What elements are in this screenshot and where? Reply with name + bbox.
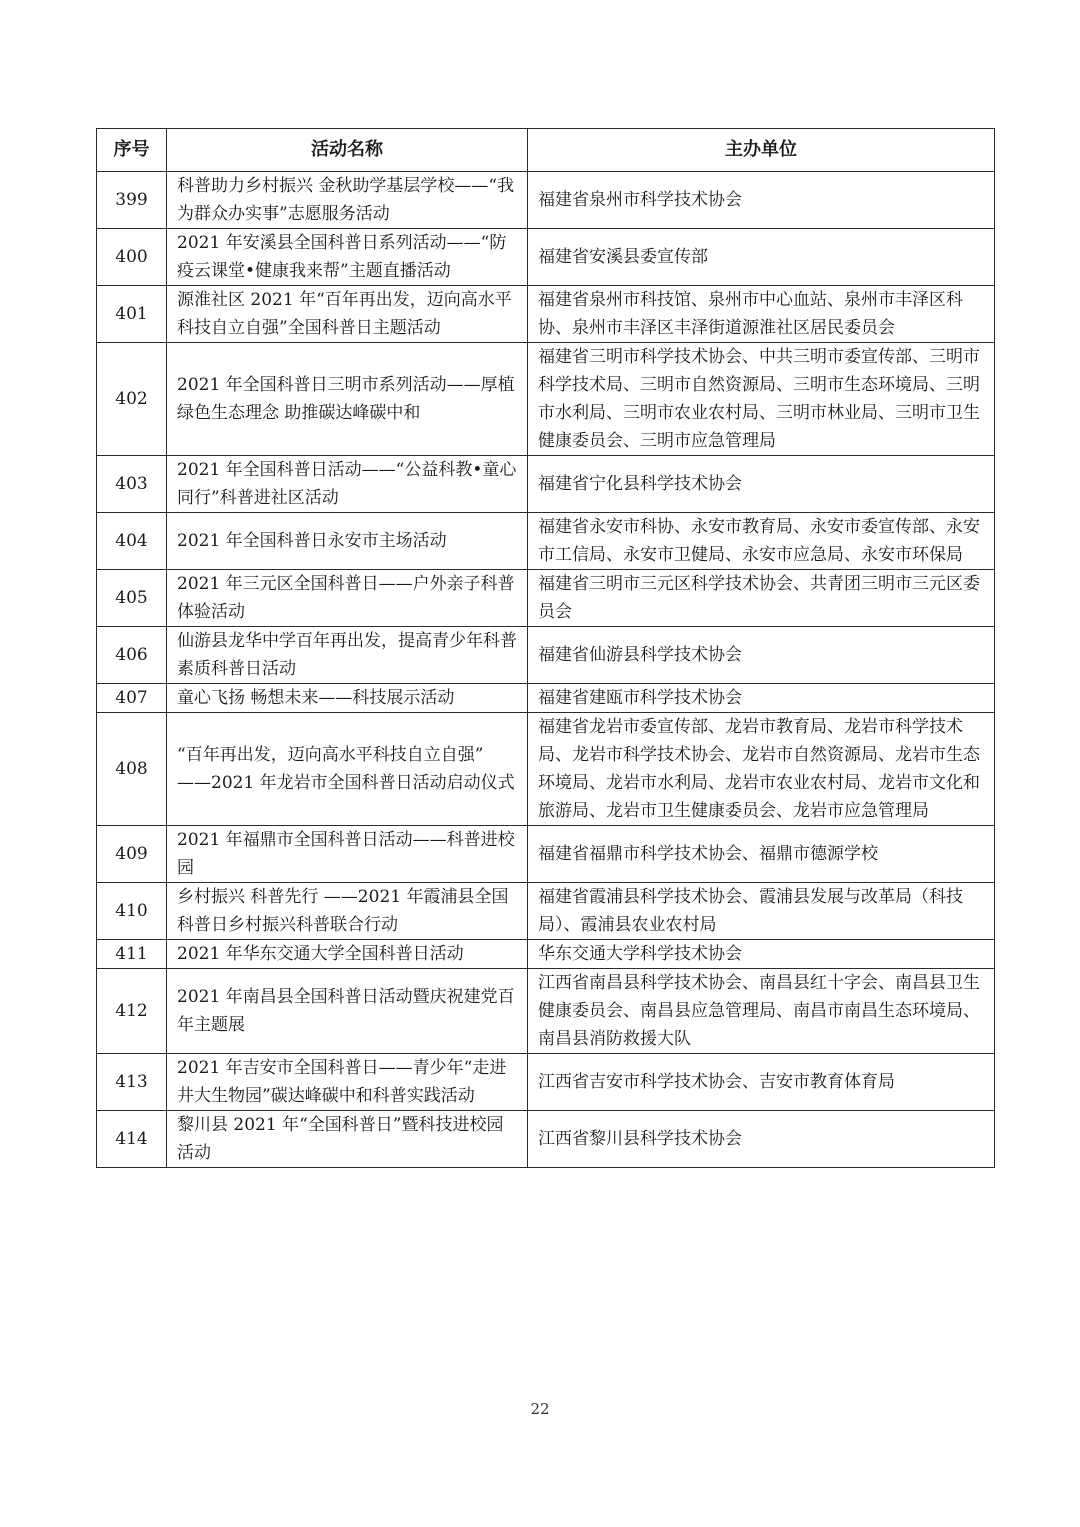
activity-table bbox=[96, 128, 995, 1168]
table-row bbox=[97, 1054, 995, 1111]
table-header-row bbox=[97, 129, 995, 172]
row-number: 411 bbox=[97, 940, 167, 969]
table-row bbox=[97, 570, 995, 627]
header-activity-name: 活动名称 bbox=[167, 129, 528, 172]
table-row bbox=[97, 1111, 995, 1168]
table-row bbox=[97, 684, 995, 713]
organizer: 福建省三明市科学技术协会、中共三明市委宣传部、三明市科学技术局、三明市自然资源局、三明市生态环境局、三明市水利局、三明市农业农村局、三明市林业局、三明市卫生健康委员会、三明市应急管理局 bbox=[528, 343, 995, 456]
activity-name: 2021 年安溪县全国科普日系列活动——“防疫云课堂•健康我来帮”主题直播活动 bbox=[167, 229, 528, 286]
organizer: 福建省安溪县委宣传部 bbox=[528, 229, 995, 286]
activity-name: 2021 年三元区全国科普日——户外亲子科普体验活动 bbox=[167, 570, 528, 627]
table-row bbox=[97, 286, 995, 343]
table-row bbox=[97, 826, 995, 883]
row-number: 400 bbox=[97, 229, 167, 286]
table-row bbox=[97, 229, 995, 286]
organizer: 江西省黎川县科学技术协会 bbox=[528, 1111, 995, 1168]
row-number: 407 bbox=[97, 684, 167, 713]
table-row bbox=[97, 343, 995, 456]
activity-name: 2021 年全国科普日三明市系列活动——厚植绿色生态理念 助推碳达峰碳中和 bbox=[167, 343, 528, 456]
organizer: 福建省三明市三元区科学技术协会、共青团三明市三元区委员会 bbox=[528, 570, 995, 627]
table-row bbox=[97, 713, 995, 826]
table-row bbox=[97, 172, 995, 229]
table-row bbox=[97, 513, 995, 570]
activity-name: 源淮社区 2021 年“百年再出发，迈向高水平科技自立自强”全国科普日主题活动 bbox=[167, 286, 528, 343]
row-number: 399 bbox=[97, 172, 167, 229]
organizer: 华东交通大学科学技术协会 bbox=[528, 940, 995, 969]
table-row bbox=[97, 456, 995, 513]
activity-name: 2021 年全国科普日活动——“公益科教•童心同行”科普进社区活动 bbox=[167, 456, 528, 513]
activity-name: 仙游县龙华中学百年再出发，提高青少年科普素质科普日活动 bbox=[167, 627, 528, 684]
page-number: 22 bbox=[530, 1400, 550, 1418]
activity-name: “百年再出发，迈向高水平科技自立自强” ——2021 年龙岩市全国科普日活动启动仪式 bbox=[167, 713, 528, 826]
activity-name: 2021 年南昌县全国科普日活动暨庆祝建党百年主题展 bbox=[167, 969, 528, 1054]
organizer: 福建省仙游县科学技术协会 bbox=[528, 627, 995, 684]
row-number: 409 bbox=[97, 826, 167, 883]
activity-name: 科普助力乡村振兴 金秋助学基层学校——“我为群众办实事”志愿服务活动 bbox=[167, 172, 528, 229]
row-number: 410 bbox=[97, 883, 167, 940]
row-number: 412 bbox=[97, 969, 167, 1054]
activity-name: 2021 年全国科普日永安市主场活动 bbox=[167, 513, 528, 570]
activity-name: 2021 年福鼎市全国科普日活动——科普进校园 bbox=[167, 826, 528, 883]
table-row bbox=[97, 883, 995, 940]
row-number: 406 bbox=[97, 627, 167, 684]
row-number: 402 bbox=[97, 343, 167, 456]
activity-name: 2021 年吉安市全国科普日——青少年“走进井大生物园”碳达峰碳中和科普实践活动 bbox=[167, 1054, 528, 1111]
row-number: 404 bbox=[97, 513, 167, 570]
table-row bbox=[97, 969, 995, 1054]
row-number: 414 bbox=[97, 1111, 167, 1168]
organizer: 江西省吉安市科学技术协会、吉安市教育体育局 bbox=[528, 1054, 995, 1111]
header-organizer: 主办单位 bbox=[528, 129, 995, 172]
activity-name: 黎川县 2021 年“全国科普日”暨科技进校园活动 bbox=[167, 1111, 528, 1168]
organizer: 福建省宁化县科学技术协会 bbox=[528, 456, 995, 513]
table-row bbox=[97, 627, 995, 684]
organizer: 福建省泉州市科学技术协会 bbox=[528, 172, 995, 229]
row-number: 408 bbox=[97, 713, 167, 826]
activity-name: 乡村振兴 科普先行 ——2021 年霞浦县全国科普日乡村振兴科普联合行动 bbox=[167, 883, 528, 940]
table-row bbox=[97, 940, 995, 969]
organizer: 福建省龙岩市委宣传部、龙岩市教育局、龙岩市科学技术局、龙岩市科学技术协会、龙岩市自然资源局、龙岩市生态环境局、龙岩市水利局、龙岩市农业农村局、龙岩市文化和旅游局、龙岩市卫生健康委员会、龙岩市应急管理局 bbox=[528, 713, 995, 826]
row-number: 413 bbox=[97, 1054, 167, 1111]
organizer: 福建省福鼎市科学技术协会、福鼎市德源学校 bbox=[528, 826, 995, 883]
row-number: 405 bbox=[97, 570, 167, 627]
row-number: 401 bbox=[97, 286, 167, 343]
row-number: 403 bbox=[97, 456, 167, 513]
organizer: 江西省南昌县科学技术协会、南昌县红十字会、南昌县卫生健康委员会、南昌县应急管理局、南昌市南昌生态环境局、南昌县消防救援大队 bbox=[528, 969, 995, 1054]
organizer: 福建省建瓯市科学技术协会 bbox=[528, 684, 995, 713]
organizer: 福建省霞浦县科学技术协会、霞浦县发展与改革局（科技局）、霞浦县农业农村局 bbox=[528, 883, 995, 940]
activity-name: 童心飞扬 畅想未来——科技展示活动 bbox=[167, 684, 528, 713]
organizer: 福建省永安市科协、永安市教育局、永安市委宣传部、永安市工信局、永安市卫健局、永安市应急局、永安市环保局 bbox=[528, 513, 995, 570]
organizer: 福建省泉州市科技馆、泉州市中心血站、泉州市丰泽区科协、泉州市丰泽区丰泽街道源淮社区居民委员会 bbox=[528, 286, 995, 343]
activity-name: 2021 年华东交通大学全国科普日活动 bbox=[167, 940, 528, 969]
header-no: 序号 bbox=[97, 129, 167, 172]
